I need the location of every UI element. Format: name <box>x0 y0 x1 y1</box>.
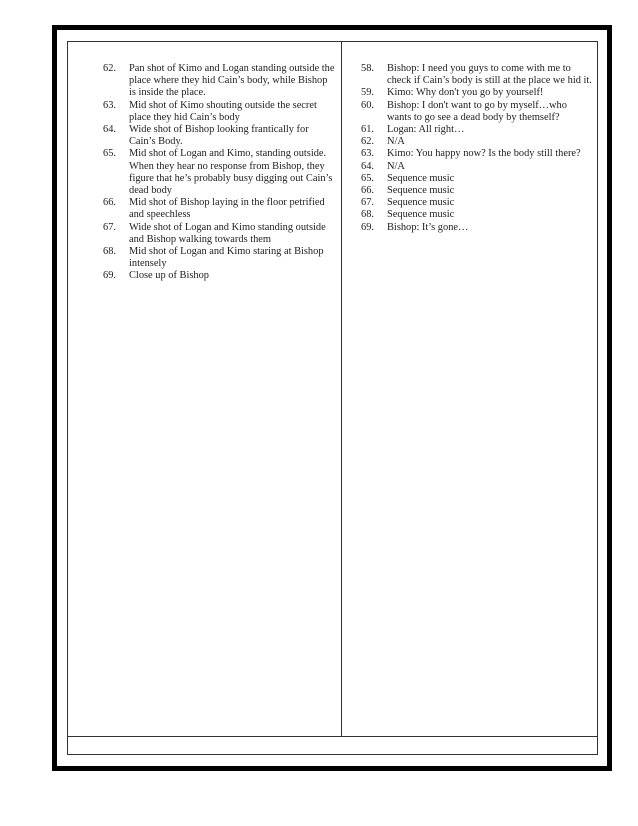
item-number: 68. <box>361 209 374 221</box>
list-item <box>361 124 593 136</box>
item-number: 64. <box>361 160 374 172</box>
item-text: Mid shot of Kimo shouting outside the secret place they hid Cain’s body <box>129 99 317 123</box>
item-text: Sequence music <box>387 197 455 209</box>
item-number: 66. <box>103 197 116 209</box>
list-item <box>103 246 335 270</box>
item-number: 67. <box>103 221 116 233</box>
item-text: Mid shot of Bishop laying in the floor petrified and speechless <box>129 197 325 221</box>
page-border <box>52 25 612 771</box>
item-number: 63. <box>103 99 116 111</box>
item-number: 63. <box>361 148 374 160</box>
item-text: Kimo: You happy now? Is the body still there? <box>387 148 581 160</box>
item-number: 69. <box>361 221 374 233</box>
table-bottom-row-line <box>68 736 597 737</box>
item-text: Sequence music <box>387 172 455 184</box>
item-text: Kimo: Why don't you go by yourself! <box>387 87 544 99</box>
item-text: N/A <box>387 160 405 172</box>
list-item <box>361 63 593 87</box>
list-item <box>361 148 593 160</box>
item-number: 65. <box>361 172 374 184</box>
item-number: 62. <box>103 63 116 74</box>
shot-list-column <box>103 63 335 283</box>
item-number: 65. <box>103 148 116 160</box>
item-number: 67. <box>361 197 374 209</box>
list-item <box>361 161 593 173</box>
item-text: Close up of Bishop <box>129 270 209 282</box>
item-text: Pan shot of Kimo and Logan standing outside the place where they hid Cain’s body, while Bishop is inside the place. <box>129 63 335 99</box>
list-item <box>103 270 335 282</box>
item-number: 62. <box>361 136 374 148</box>
item-number: 68. <box>103 246 116 258</box>
list-item <box>361 173 593 185</box>
list-item <box>103 63 335 100</box>
list-item <box>103 148 335 197</box>
item-number: 69. <box>103 270 116 282</box>
list-item <box>361 185 593 197</box>
item-text: Bishop: It’s gone… <box>387 221 469 233</box>
column-divider <box>341 42 342 736</box>
item-text: Wide shot of Bishop looking frantically for Cain’s Body. <box>129 124 309 148</box>
list-item <box>361 197 593 209</box>
list-item <box>103 197 335 221</box>
storyboard-table <box>67 41 598 755</box>
item-text: Wide shot of Logan and Kimo standing outside and Bishop walking towards them <box>129 221 326 245</box>
item-text: N/A <box>387 136 405 148</box>
list-item <box>103 222 335 246</box>
list-item <box>361 100 593 124</box>
list-item <box>361 222 593 234</box>
item-text: Sequence music <box>387 185 455 197</box>
item-text: Mid shot of Logan and Kimo staring at Bishop intensely <box>129 246 324 270</box>
item-number: 58. <box>361 63 374 74</box>
list-item <box>361 87 593 99</box>
list-item <box>361 136 593 148</box>
dialogue-column <box>361 63 593 234</box>
item-number: 61. <box>361 124 374 136</box>
list-item <box>103 124 335 148</box>
item-text: Sequence music <box>387 209 455 221</box>
item-text: Logan: All right… <box>387 124 465 136</box>
list-item <box>103 100 335 124</box>
item-text: Mid shot of Logan and Kimo, standing outside. When they hear no response from Bishop, they figure that he’s probably busy digging out Cain’s dead body <box>129 148 333 197</box>
item-number: 66. <box>361 185 374 197</box>
item-text: Bishop: I need you guys to come with me to check if Cain’s body is still at the place we hid it. <box>387 63 592 87</box>
item-text: Bishop: I don't want to go by myself…who wants to go see a dead body by themself? <box>387 99 567 123</box>
item-number: 59. <box>361 87 374 99</box>
list-item <box>361 209 593 221</box>
item-number: 60. <box>361 99 374 111</box>
item-number: 64. <box>103 124 116 136</box>
